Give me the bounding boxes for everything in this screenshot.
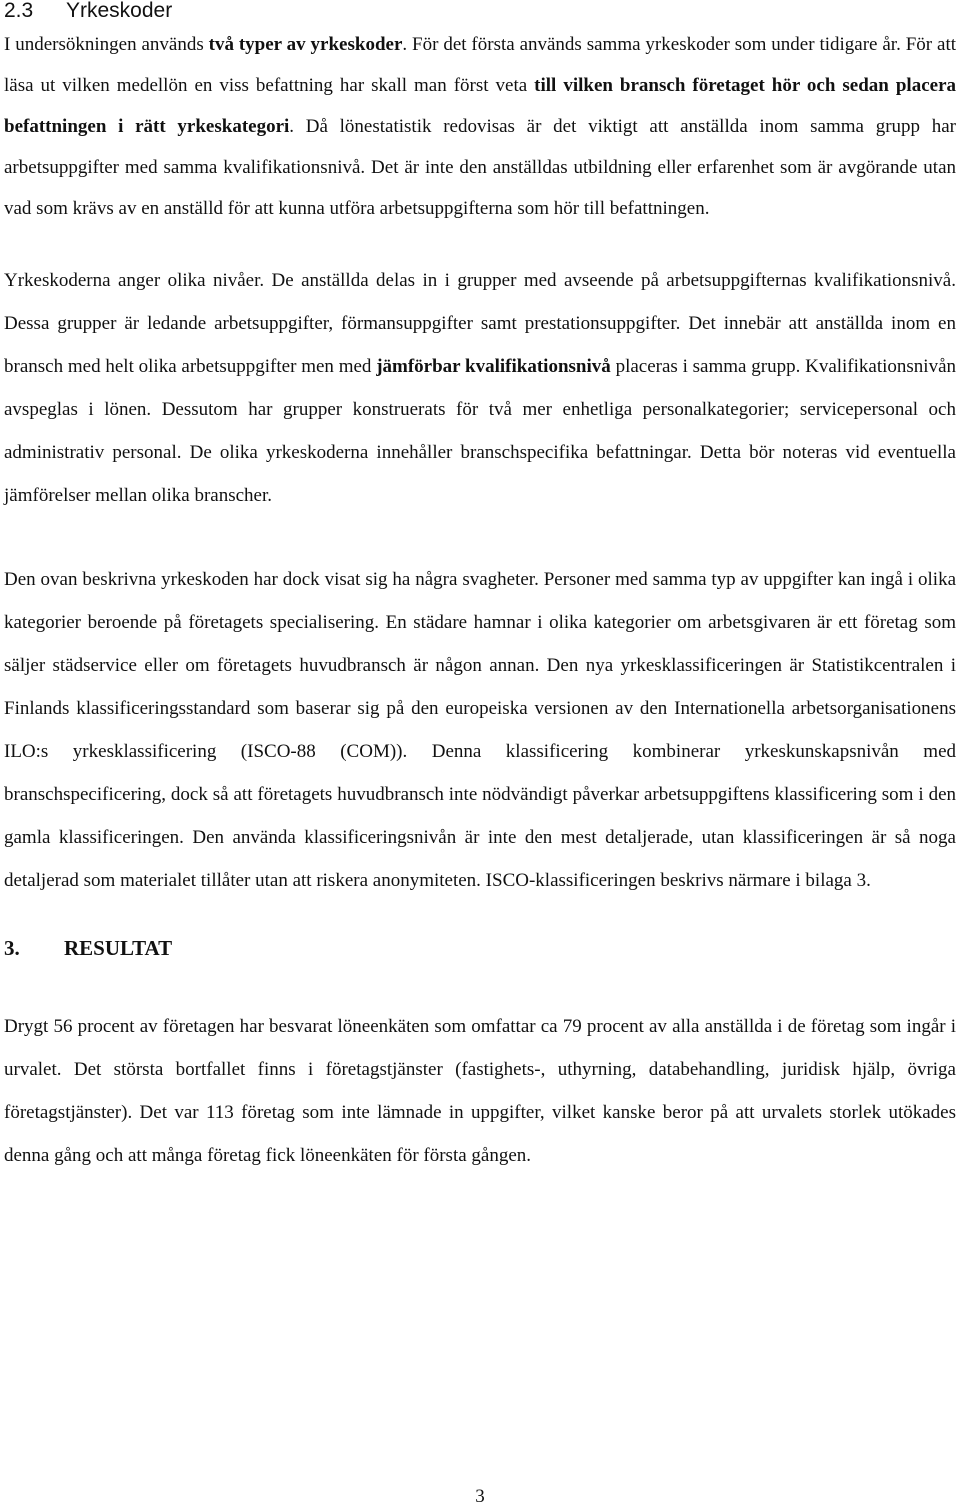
page-number: 3 xyxy=(475,1486,485,1507)
results-heading xyxy=(4,936,956,960)
paragraph-yrkeskoder-weaknesses: Den ovan beskrivna yrkeskoden har dock visat sig ha några svagheter. Personer med samma typ av uppgifter kan ingå i olika kategorier beroende på företagets specialisering. En städare hamnar i olika kategorier om arbetsgivaren är ett företag som säljer städservice eller om företagets huvudbransch är någon annan. Den nya yrkesklassificeringen är Statistikcentralen i Finlands klassificeringsstandard som baserar sig på den europeiska versionen av den Internationella arbetsorganisationens ILO:s yrkesklassificering (ISCO-88 (COM)). Denna klassificering kombinerar yrkeskunskapsnivån med branschspecificering, dock så att företagets huvudbransch inte nödvändigt påverkar arbetsuppgiftens klassificering som i den gamla klassificeringen. Den använda klassificeringsnivån är inte den mest detaljerade, utan klassificeringen är så noga detaljerad som materialet tillåter utan att riskera anonymiteten. ISCO-klassificeringen beskrivs närmare i bilaga 3. xyxy=(4,569,956,891)
bold-text: två typer av yrkeskoder xyxy=(208,34,403,55)
results-number: 3. xyxy=(4,936,20,960)
paragraph-results: Drygt 56 procent av företagen har besvarat löneenkäten som omfattar ca 79 procent av alla anställda i de företag som ingår i urvalet. Det största bortfallet finns i företagstjänster (fastighets-, uthyrning, databehandling, juridisk hjälp, övriga företagstjänster). Det var 113 företag som inte lämnade in uppgifter, vilket kanske beror på att urvalets storlek utökades denna gång och att många företag fick löneenkäten för första gången. xyxy=(4,1016,956,1166)
section-number: 2.3 xyxy=(4,0,34,22)
paragraph-yrkeskoder-intro xyxy=(4,24,956,229)
document-page xyxy=(4,0,956,1177)
bold-text: till vilken bransch företaget hör och sedan placera befattningen i rätt yrkeskategori xyxy=(4,75,957,137)
results-title: RESULTAT xyxy=(64,936,173,960)
paragraph-yrkeskoder-levels xyxy=(4,259,956,517)
paragraph-text: . Då lönestatistik redovisas är det viktigt att anställda inom samma grupp har arbetsuppgifter med samma kvalifikationsnivå. Det är inte den anställdas utbildning eller erfarenhet som är avgörande utan vad som krävs av en anställd för att kunna utföra arbetsuppgifterna som hör till befattningen. xyxy=(4,116,956,219)
paragraph-text: placeras i samma grupp. Kvalifikationsnivån avspeglas i lönen. Dessutom har grupper konstruerats för två mer enhetliga personalkategorier; servicepersonal och administrativ personal. De olika yrkeskoderna innehåller branschspecifika befattningar. Detta bör noteras vid eventuella jämförelser mellan olika branscher. xyxy=(4,356,957,506)
paragraph-text: I undersökningen används xyxy=(4,34,209,55)
paragraph-text: . För det första används samma yrkeskoder som under tidigare år. För att läsa ut vilken medellön en viss befattning har skall man först veta xyxy=(4,34,956,96)
section-title: Yrkeskoder xyxy=(66,0,173,22)
paragraph-text: Yrkeskoderna anger olika nivåer. De anställda delas in i grupper med avseende på arbetsuppgifternas kvalifikationsnivå. Dessa grupper är ledande arbetsuppgifter, förmansuppgifter samt prestationsuppgifter. Det innebär att anställda inom en bransch med helt olika arbetsuppgifter men med xyxy=(4,270,956,377)
bold-text: jämförbar kvalifikationsnivå xyxy=(376,356,611,377)
section-heading xyxy=(4,0,956,22)
